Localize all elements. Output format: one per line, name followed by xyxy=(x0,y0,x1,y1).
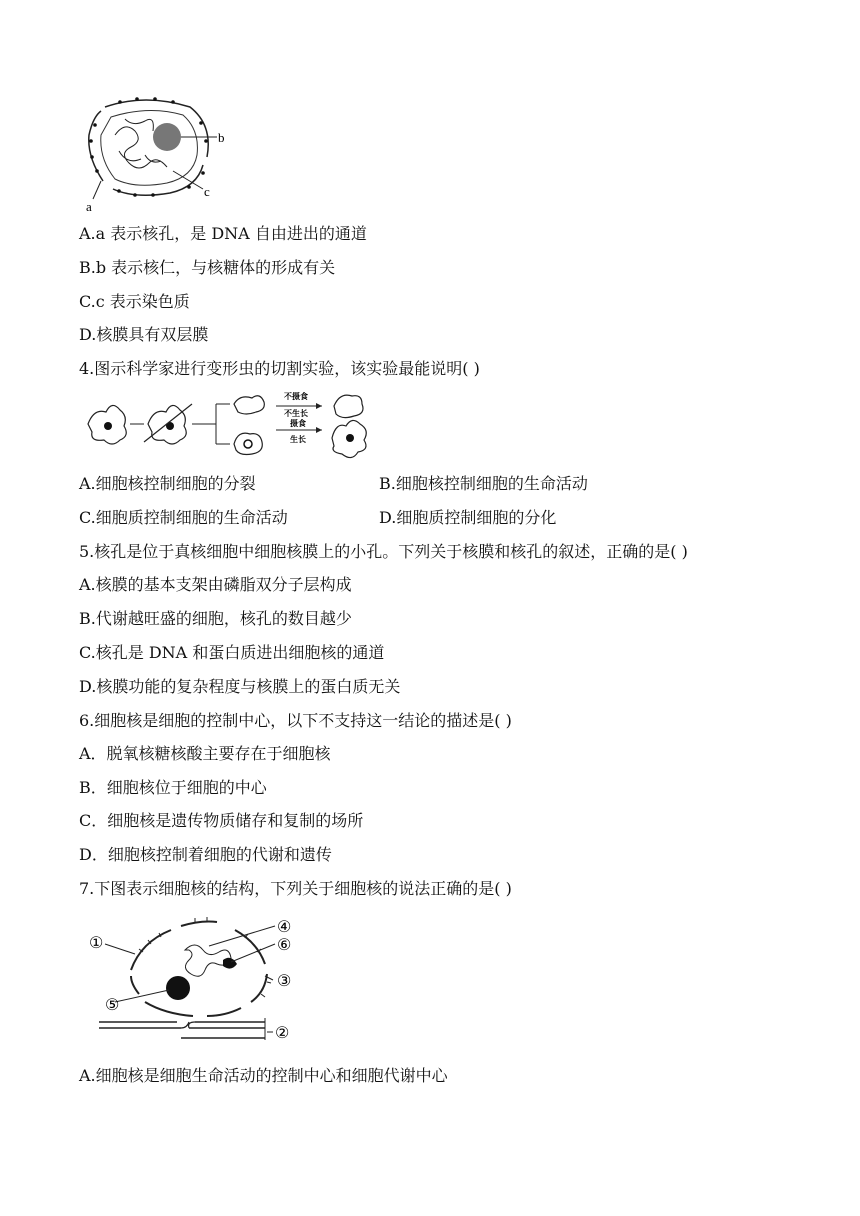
q3-option-c: C.c 表示染色质 xyxy=(79,292,190,311)
q3-option-d: D.核膜具有双层膜 xyxy=(79,325,209,344)
q6-stem: 6.细胞核是细胞的控制中心，以下不支持这一结论的描述是( ) xyxy=(79,711,512,730)
label-a: a xyxy=(86,199,92,214)
q6-option-c: C．细胞核是遗传物质储存和复制的场所 xyxy=(79,811,364,830)
q6-option-a: A．脱氧核糖核酸主要存在于细胞核 xyxy=(79,744,331,763)
q4-option-b: B.细胞核控制细胞的生命活动 xyxy=(379,474,588,493)
label-6: ⑥ xyxy=(277,937,292,954)
label-c: c xyxy=(204,184,210,199)
label-no-feeding: 不摄食 xyxy=(284,392,308,401)
label-growth: 生长 xyxy=(290,435,306,444)
label-b: b xyxy=(218,130,225,145)
q4-option-c: C.细胞质控制细胞的生命活动 xyxy=(79,508,288,527)
q6-option-b: B．细胞核位于细胞的中心 xyxy=(79,778,267,797)
q4-option-a: A.细胞核控制细胞的分裂 xyxy=(79,474,256,493)
q5-stem: 5.核孔是位于真核细胞中细胞核膜上的小孔。下列关于核膜和核孔的叙述，正确的是( ) xyxy=(79,542,688,561)
label-4: ④ xyxy=(277,919,292,936)
q3-option-a: A.a 表示核孔，是 DNA 自由进出的通道 xyxy=(79,224,367,243)
q5-option-a: A.核膜的基本支架由磷脂双分子层构成 xyxy=(79,575,352,594)
q6-option-d: D．细胞核控制着细胞的代谢和遗传 xyxy=(79,845,332,864)
label-1: ① xyxy=(89,935,104,952)
label-feeding: 摄食 xyxy=(290,419,306,428)
q5-option-b: B.代谢越旺盛的细胞，核孔的数目越少 xyxy=(79,609,352,628)
q4-stem: 4.图示科学家进行变形虫的切割实验，该实验最能说明( ) xyxy=(79,359,480,378)
q5-option-d: D.核膜功能的复杂程度与核膜上的蛋白质无关 xyxy=(79,677,401,696)
q5-option-c: C.核孔是 DNA 和蛋白质进出细胞核的通道 xyxy=(79,643,385,662)
q7-option-a: A.细胞核是细胞生命活动的控制中心和细胞代谢中心 xyxy=(79,1066,448,1085)
label-no-growth: 不生长 xyxy=(284,409,308,418)
q3-option-b: B.b 表示核仁，与核糖体的形成有关 xyxy=(79,258,336,277)
label-5: ⑤ xyxy=(105,997,120,1014)
nucleus-diagram-1 xyxy=(75,95,235,215)
q7-stem: 7.下图表示细胞核的结构，下列关于细胞核的说法正确的是( ) xyxy=(79,879,512,898)
amoeba-experiment-diagram xyxy=(80,390,380,465)
label-3: ③ xyxy=(277,973,292,990)
nucleus-structure-diagram xyxy=(85,912,315,1052)
q4-option-d: D.细胞质控制细胞的分化 xyxy=(379,508,557,527)
label-2: ② xyxy=(275,1025,290,1042)
